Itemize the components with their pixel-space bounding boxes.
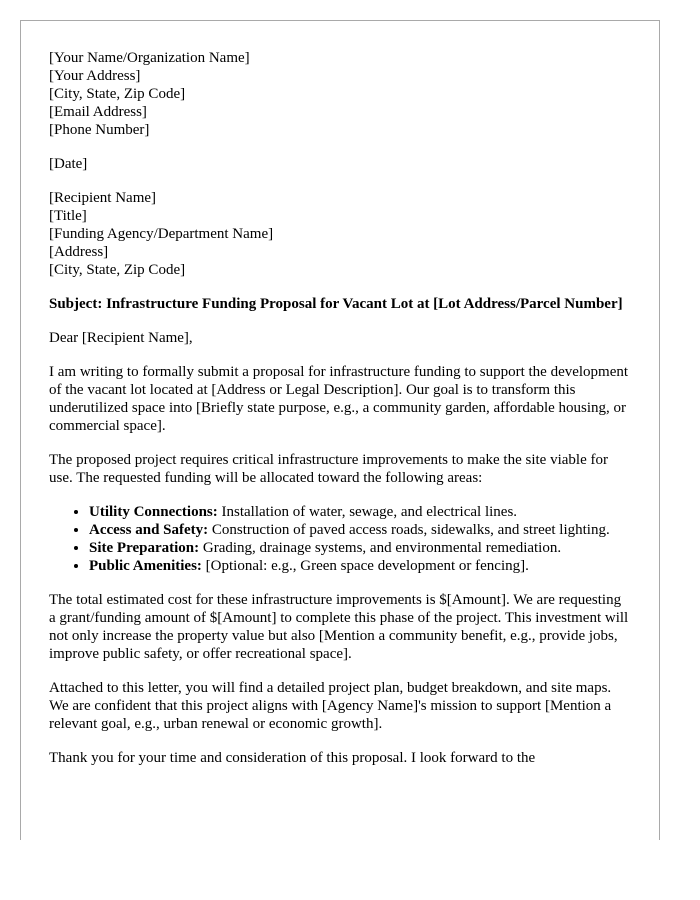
sender-email: [Email Address] — [49, 104, 147, 120]
letter-content — [49, 49, 629, 783]
letter-page — [20, 20, 660, 840]
paragraph-attachments: Attached to this letter, you will find a detailed project plan, budget breakdown, and site maps. We are confident that this project aligns with [Agency Name]'s mission to support [Mention a relevant goal, e.g., urban renewal or economic growth]. — [49, 680, 612, 732]
sender-address: [Your Address] — [49, 68, 141, 84]
letter-date: [Date] — [49, 156, 88, 172]
list-item — [89, 521, 629, 539]
recipient-block — [49, 189, 629, 279]
paragraph-cost: The total estimated cost for these infrastructure improvements is $[Amount]. We are requesting a grant/funding amount of $[Amount] to complete this phase of the project. This investment will not only increase the property value but also [Mention a community benefit, e.g., provide jobs, improve public safety, or offer recreational space]. — [49, 592, 629, 662]
list-item-text: Grading, drainage systems, and environmental remediation. — [199, 540, 562, 556]
paragraph-project: The proposed project requires critical infrastructure improvements to make the site viable for use. The requested funding will be allocated toward the following areas: — [49, 452, 608, 486]
list-item — [89, 539, 629, 557]
paragraph-intro: I am writing to formally submit a proposal for infrastructure funding to support the development of the vacant lot located at [Address or Legal Description]. Our goal is to transform this underutilized space into [Briefly state purpose, e.g., a community garden, affordable housing, or commercial space]. — [49, 364, 629, 434]
list-item-text: [Optional: e.g., Green space development or fencing]. — [201, 558, 529, 574]
recipient-address: [Address] — [49, 244, 109, 260]
list-item-label: Public Amenities: — [89, 558, 202, 574]
list-item-text: Construction of paved access roads, sidewalks, and street lighting. — [208, 522, 610, 538]
recipient-city-state-zip: [City, State, Zip Code] — [49, 262, 186, 278]
list-item-label: Utility Connections: — [89, 504, 218, 520]
sender-city-state-zip: [City, State, Zip Code] — [49, 86, 186, 102]
subject-line: Subject: Infrastructure Funding Proposal for Vacant Lot at [Lot Address/Parcel Number] — [49, 296, 623, 312]
sender-name: [Your Name/Organization Name] — [49, 50, 250, 66]
list-item-label: Site Preparation: — [89, 540, 200, 556]
date-block — [49, 155, 629, 173]
recipient-title: [Title] — [49, 208, 87, 224]
sender-block — [49, 49, 629, 139]
list-item — [89, 503, 629, 521]
recipient-name: [Recipient Name] — [49, 190, 157, 206]
recipient-agency: [Funding Agency/Department Name] — [49, 226, 274, 242]
paragraph-closing: Thank you for your time and consideration of this proposal. I look forward to the — [49, 750, 536, 766]
list-item — [89, 557, 629, 575]
list-item-label: Access and Safety: — [89, 522, 209, 538]
sender-phone: [Phone Number] — [49, 122, 150, 138]
funding-areas-list — [49, 503, 629, 575]
salutation: Dear [Recipient Name], — [49, 330, 193, 346]
list-item-text: Installation of water, sewage, and electrical lines. — [217, 504, 518, 520]
